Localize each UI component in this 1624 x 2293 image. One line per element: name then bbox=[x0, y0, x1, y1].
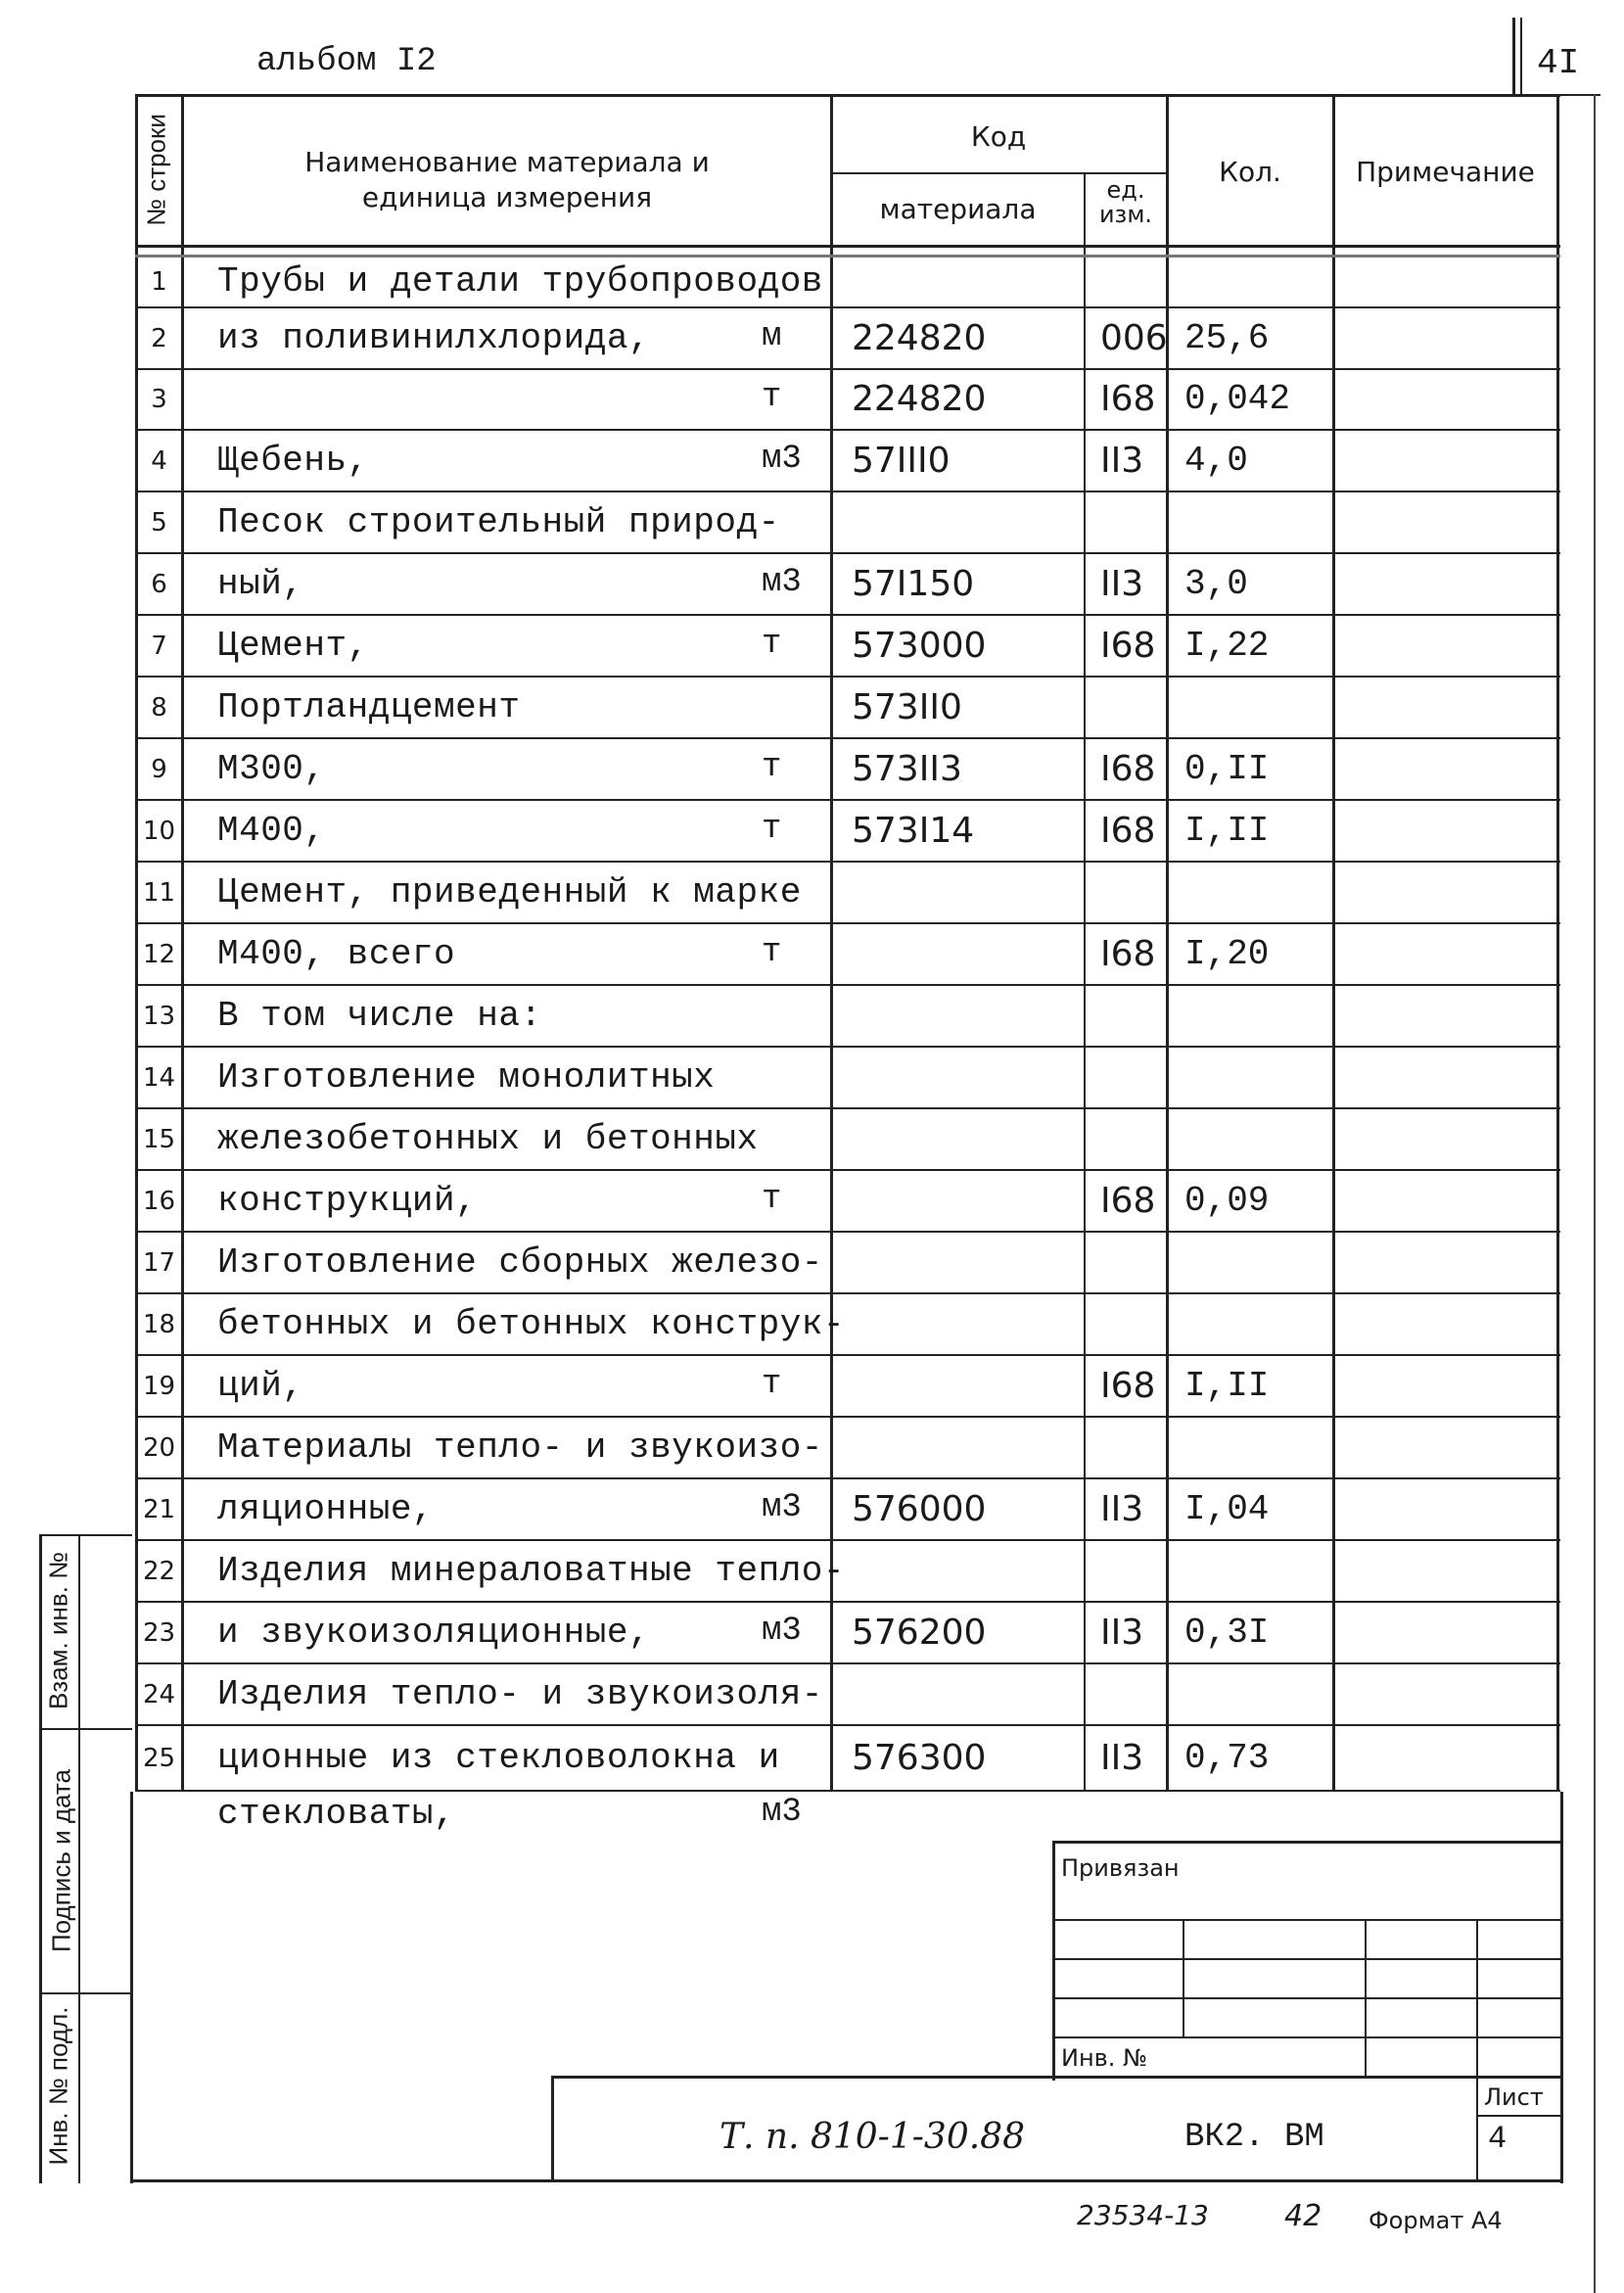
row-name: из поливинилхлорида, bbox=[217, 317, 651, 358]
row-number: 4 bbox=[151, 445, 167, 476]
row-qty: 0,09 bbox=[1184, 1180, 1270, 1221]
row-material-code: 573II3 bbox=[852, 748, 962, 789]
row-name: Цемент, приведенный к марке bbox=[217, 871, 802, 913]
row-qty: I,04 bbox=[1184, 1488, 1270, 1529]
row-material-code: 57III0 bbox=[852, 440, 951, 481]
row-name: Изготовление монолитных bbox=[217, 1056, 716, 1098]
row-number: 25 bbox=[142, 1743, 176, 1773]
row-qty: 25,6 bbox=[1184, 317, 1270, 358]
stamp-list-value: 4 bbox=[1488, 2121, 1508, 2157]
row-number: 14 bbox=[142, 1062, 176, 1093]
col-header-unit-2: изм. bbox=[1098, 201, 1153, 228]
row-name: и звукоизоляционные, bbox=[217, 1612, 651, 1653]
row-unit-code: I68 bbox=[1100, 1365, 1156, 1406]
stamp-privyazan: Привязан bbox=[1061, 1854, 1180, 1882]
row-unit-code: 006 bbox=[1100, 317, 1168, 358]
side-label-vzam: Взам. инв. № bbox=[43, 1551, 73, 1710]
row-name: М400, bbox=[217, 810, 326, 851]
row-name: Трубы и детали трубопроводов bbox=[217, 260, 823, 302]
row-unit-code: II3 bbox=[1100, 1488, 1144, 1529]
row-qty: 0,3I bbox=[1184, 1612, 1270, 1653]
row-material-code: 573II0 bbox=[852, 686, 962, 727]
stamp-list-label: Лист bbox=[1484, 2083, 1544, 2111]
row-number: 11 bbox=[142, 877, 176, 908]
row-unit: м3 bbox=[762, 1612, 802, 1650]
row-qty: 0,042 bbox=[1184, 379, 1291, 419]
row-number: 12 bbox=[142, 939, 176, 969]
row-unit: т bbox=[762, 748, 782, 786]
row-number: 1 bbox=[151, 266, 167, 297]
row-name: ляционные, bbox=[217, 1488, 435, 1529]
col-header-unit-1: ед. bbox=[1106, 176, 1145, 204]
row-name: Портландцемент bbox=[217, 686, 521, 727]
row-name: ционные из стекловолокна и bbox=[217, 1737, 780, 1778]
row-number: 21 bbox=[142, 1494, 176, 1524]
stamp-code: ВК2. ВМ bbox=[1184, 2119, 1324, 2156]
row-unit-code: II3 bbox=[1100, 440, 1144, 481]
row-unit: т bbox=[762, 810, 782, 848]
row-name: Изделия минераловатные тепло- bbox=[217, 1550, 846, 1591]
row-material-code: 576300 bbox=[852, 1737, 987, 1778]
row-qty: I,II bbox=[1184, 1365, 1270, 1406]
row-unit: т bbox=[762, 379, 782, 416]
col-header-name-2: единица измерения bbox=[361, 181, 653, 213]
row-number: 7 bbox=[151, 631, 167, 661]
row-unit: т bbox=[762, 625, 782, 663]
page-number: 4I bbox=[1537, 43, 1580, 83]
row-unit-code: I68 bbox=[1100, 1180, 1156, 1221]
row-material-code: 573000 bbox=[852, 625, 987, 666]
col-header-code: Код bbox=[970, 120, 1027, 153]
row-unit-code: I68 bbox=[1100, 748, 1156, 789]
row-unit-code: I68 bbox=[1100, 810, 1156, 851]
side-label-inv-podl: Инв. № подл. bbox=[43, 2006, 73, 2166]
row-name: Цемент, bbox=[217, 625, 369, 666]
album-label: альбом I2 bbox=[256, 43, 437, 80]
row-unit: т bbox=[762, 1365, 782, 1403]
footer-page: 42 bbox=[1284, 2199, 1322, 2233]
row-unit-code: II3 bbox=[1100, 1737, 1144, 1778]
row-number: 5 bbox=[151, 507, 167, 538]
row-qty: I,22 bbox=[1184, 625, 1270, 666]
row-material-code: 576000 bbox=[852, 1488, 987, 1529]
row-unit: м3 bbox=[762, 440, 802, 478]
row-unit: м bbox=[762, 317, 782, 355]
row-name: Материалы тепло- и звукоизо- bbox=[217, 1427, 823, 1468]
row-unit-code: II3 bbox=[1100, 563, 1144, 604]
row-name: Изделия тепло- и звукоизоля- bbox=[217, 1673, 823, 1714]
row-name: М400, всего bbox=[217, 933, 456, 974]
row-number: 18 bbox=[142, 1309, 176, 1339]
row-number: 22 bbox=[142, 1556, 176, 1586]
stamp-inv-no: Инв. № bbox=[1061, 2044, 1148, 2072]
col-header-name-1: Наименование материала и bbox=[304, 146, 710, 178]
row-number: 13 bbox=[142, 1001, 176, 1031]
row-qty: I,20 bbox=[1184, 933, 1270, 974]
row-material-code: 224820 bbox=[852, 317, 987, 358]
row-unit: т bbox=[762, 1180, 782, 1218]
row-name: В том числе на: bbox=[217, 995, 542, 1036]
side-label-podpis: Подпись и дата bbox=[46, 1769, 76, 1953]
row-number: 9 bbox=[151, 754, 167, 784]
col-header-note: Примечание bbox=[1356, 156, 1535, 188]
row-material-code: 57I150 bbox=[852, 563, 975, 604]
row-number: 20 bbox=[142, 1432, 176, 1463]
row-material-code: 576200 bbox=[852, 1612, 987, 1653]
row-name: ций, bbox=[217, 1365, 304, 1406]
stamp-designation: Т. п. 810-1-30.88 bbox=[719, 2117, 1025, 2157]
row-name: Изготовление сборных железо- bbox=[217, 1241, 823, 1283]
row-name: бетонных и бетонных конструк- bbox=[217, 1303, 846, 1344]
row-number: 15 bbox=[142, 1124, 176, 1154]
table-top-border bbox=[135, 94, 1560, 97]
row-unit-code: I68 bbox=[1100, 379, 1156, 419]
row-unit-code: I68 bbox=[1100, 625, 1156, 666]
row-number: 3 bbox=[151, 385, 167, 414]
continuation-name: стекловаты, bbox=[217, 1794, 456, 1834]
row-qty: 4,0 bbox=[1184, 440, 1248, 481]
row-number: 24 bbox=[142, 1679, 176, 1709]
row-number: 10 bbox=[142, 816, 176, 846]
row-number: 16 bbox=[142, 1186, 176, 1216]
col-header-material: материала bbox=[879, 193, 1037, 225]
footer-format: Формат А4 bbox=[1369, 2207, 1503, 2234]
row-name: М300, bbox=[217, 748, 326, 789]
row-qty: 0,II bbox=[1184, 748, 1270, 789]
row-number: 23 bbox=[142, 1617, 176, 1648]
row-name: ный, bbox=[217, 563, 304, 604]
row-name: железобетонных и бетонных bbox=[217, 1118, 759, 1159]
row-material-code: 573I14 bbox=[852, 810, 975, 851]
row-material-code: 224820 bbox=[852, 379, 987, 419]
row-number: 2 bbox=[151, 323, 167, 353]
col-header-qty: Кол. bbox=[1219, 156, 1281, 188]
col-header-row-no: № строки bbox=[141, 114, 171, 226]
row-qty: 3,0 bbox=[1184, 563, 1248, 604]
row-number: 8 bbox=[151, 692, 167, 723]
row-unit: т bbox=[762, 933, 782, 971]
row-qty: 0,73 bbox=[1184, 1737, 1270, 1778]
row-number: 17 bbox=[142, 1247, 176, 1278]
row-qty: I,II bbox=[1184, 810, 1270, 851]
row-name: Песок строительный природ- bbox=[217, 501, 780, 542]
row-name: конструкций, bbox=[217, 1180, 478, 1221]
row-name: Щебень, bbox=[217, 440, 369, 481]
row-unit: м3 bbox=[762, 563, 802, 601]
row-unit-code: II3 bbox=[1100, 1612, 1144, 1653]
footer-order: 23534-13 bbox=[1077, 2199, 1209, 2231]
row-number: 6 bbox=[151, 569, 167, 599]
row-unit-code: I68 bbox=[1100, 933, 1156, 974]
row-unit: м3 bbox=[762, 1488, 802, 1526]
continuation-unit: м3 bbox=[762, 1794, 802, 1831]
row-number: 19 bbox=[142, 1371, 176, 1401]
